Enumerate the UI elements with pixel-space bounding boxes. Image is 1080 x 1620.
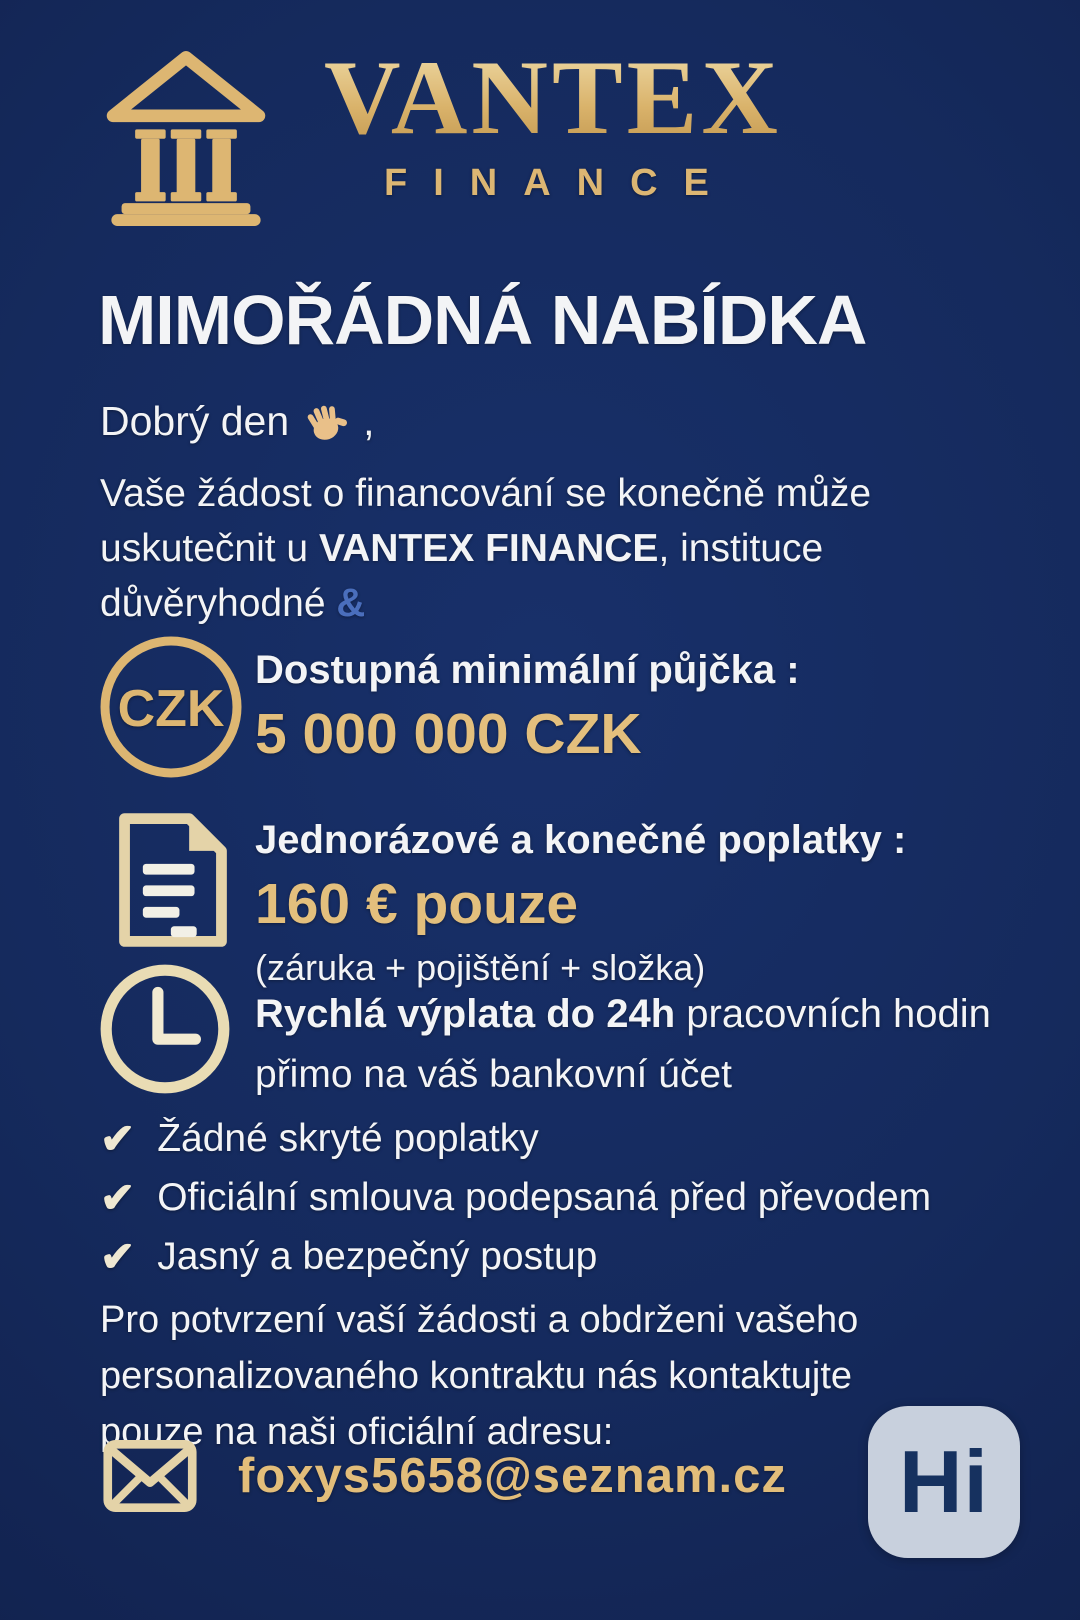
intro-line-1: Vaše žádost o financování se konečně může — [100, 472, 872, 515]
bank-building-icon — [100, 48, 272, 226]
checklist-item — [100, 1233, 931, 1280]
contact-row — [102, 1438, 787, 1514]
greeting-line — [100, 396, 375, 446]
loan-amount: 5 000 000 CZK — [255, 702, 642, 766]
check-icon: ✔ — [100, 1233, 136, 1280]
outro-line-2: personalizovaného kontraktu nás kontaktujte — [100, 1355, 853, 1397]
checklist-item — [100, 1115, 931, 1162]
loan-title: Dostupná minimální půjčka : — [255, 648, 800, 692]
greeting-comma: , — [363, 397, 375, 444]
clock-icon — [94, 958, 236, 1100]
waving-hand-icon — [303, 400, 349, 446]
fees-amount: 160 € pouze — [255, 872, 579, 936]
checklist-item — [100, 1174, 932, 1221]
brand-subtitle: FINANCE — [384, 162, 735, 204]
brand-wordmark — [324, 39, 782, 205]
svg-text:CZK: CZK — [117, 680, 225, 738]
fees-note: (záruka + pojištění + složka) — [255, 947, 706, 988]
payout-line-2: přimo na váš bankovní účet — [255, 1053, 732, 1096]
trust-glyph: & — [336, 581, 366, 625]
header-logo — [100, 39, 782, 226]
payout-title: Rychlá výplata do 24h pracovních hodin — [255, 992, 991, 1036]
outro-line-1: Pro potvrzení vaší žádosti a obdrženi vašeho — [100, 1299, 859, 1341]
brand-name: VANTEX — [324, 39, 782, 156]
intro-line-2: uskutečnit u VANTEX FINANCE, instituce — [100, 527, 824, 570]
check-icon: ✔ — [100, 1115, 136, 1162]
envelope-icon — [102, 1438, 198, 1514]
brand-inline: VANTEX FINANCE — [318, 527, 659, 570]
checklist-label: Jasný a bezpečný postup — [157, 1235, 598, 1278]
checklist-label: Žádné skryté poplatky — [157, 1117, 539, 1160]
intro-line-3: důvěryhodné & — [100, 581, 366, 625]
check-icon: ✔ — [100, 1174, 136, 1221]
outro-paragraph — [100, 1292, 858, 1460]
hi-app-watermark — [868, 1406, 1020, 1558]
contact-email: foxys5658@seznam.cz — [238, 1449, 787, 1503]
intro-paragraph — [100, 466, 871, 631]
benefits-checklist — [100, 1115, 932, 1295]
greeting-text: Dobrý den — [100, 397, 290, 444]
checklist-label: Oficiální smlouva podepsaná před převodem — [157, 1176, 932, 1219]
outro-line-3: pouze na naši oficiální adresu: — [100, 1411, 614, 1453]
czk-coin-icon — [96, 632, 246, 782]
hi-watermark-label: Hi — [899, 1432, 989, 1531]
fees-title: Jednorázové a konečné poplatky : — [255, 818, 907, 862]
document-icon — [112, 810, 234, 950]
page-title: MIMOŘÁDNÁ NABÍDKA — [98, 281, 867, 359]
